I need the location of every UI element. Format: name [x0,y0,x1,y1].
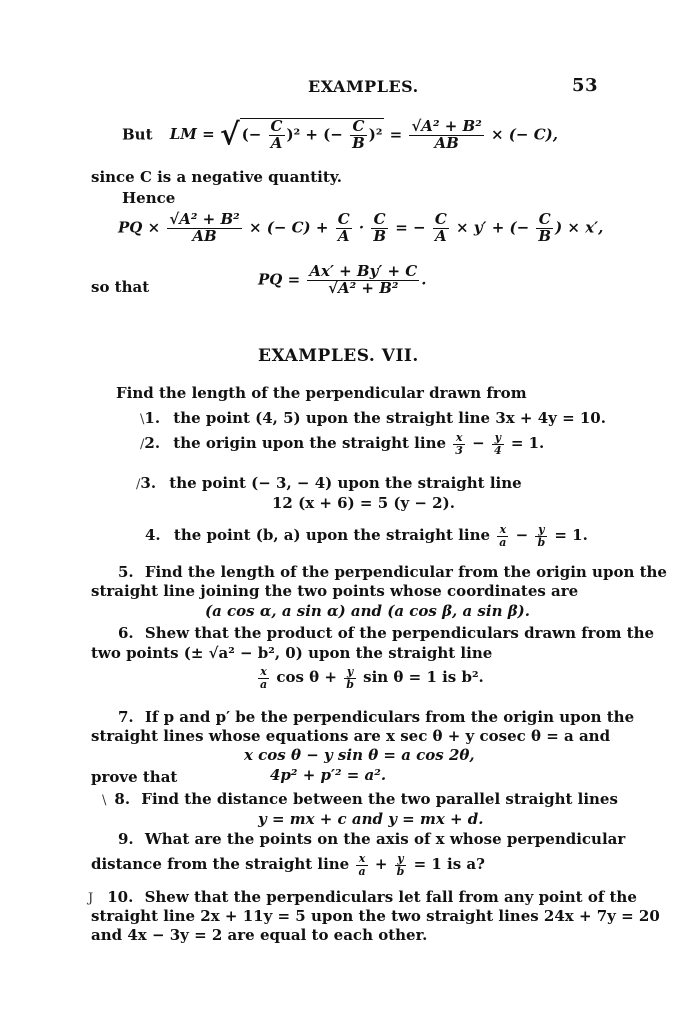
example-4: 4. the point (b, a) upon the straight line $\frac{x}{a}$ − $\frac{y}{b}$ = 1. [145,523,588,549]
radical-sign: √ [219,117,240,153]
example-3 [136,474,522,492]
since-line: since C is a negative quantity. [91,168,342,186]
frac-x-a-2: $\frac{x}{a}$ [260,665,268,691]
frac-y-b: $\frac{y}{b}$ [537,523,546,549]
lm-rhs-tail: × (− C), [491,125,558,144]
example-3-equation: 12 (x + 6) = 5 (y − 2). [272,494,455,512]
pq-product-line: PQ × $\frac{\text{√A² + B²}}{AB}$ × (− C) + $\frac{C}{A}$ · $\frac{C}{B}$ = − $\frac{C}{A}$ × y′ + (− $\frac{C}{B}$ ) × x′, [118,210,604,245]
running-header: EXAMPLES. [308,77,419,96]
pq-times: PQ × [118,218,161,237]
example-5-line2: straight line joining the two points whose coordinates are [91,582,579,600]
margin-mark-1: \ [140,412,145,427]
example-eq: = 1. [510,434,545,453]
frac-c-b-2: $\frac{C}{B}$ [373,210,386,245]
margin-mark-2: / [140,437,145,453]
example-7-prove: prove that [91,768,178,786]
margin-mark-3: / [136,477,141,492]
section-lead: Find the length of the perpendicular drawn from [116,384,527,402]
example-number: 5. [118,563,134,581]
example-8-line2: y = mx + c and y = mx + d. [258,810,484,828]
margin-mark-10: J [88,891,94,906]
frac-x-a-3: $\frac{x}{a}$ [358,852,366,878]
example-7 [118,708,634,726]
pq-fraction [307,264,419,297]
pq-numerator: Ax′ + By′ + C [309,262,418,280]
example-number: 7. [118,708,134,726]
pq-mid: × (− C) + [248,218,329,237]
frac-sqrt-over-ab: $\frac{\text{√A² + B²}}{AB}$ [169,210,240,245]
pq-tail: × y′ + [456,218,505,237]
example-9-eq: = 1 is a? [413,855,485,874]
example-5 [118,563,667,581]
example-number: 8. [114,790,131,808]
pq-mid2: = − [395,218,426,237]
example-10-line3: and 4x − 3y = 2 are equal to each other. [91,926,428,944]
example-6 [118,624,654,642]
example-number: 6. [118,624,134,642]
example-text: Find the length of the perpendicular from the origin upon the [144,563,667,581]
frac-y-b-2: $\frac{y}{b}$ [346,665,354,691]
pq-end: × x′, [567,218,604,237]
example-number: 9. [118,830,134,848]
example-6-line2: two points (± √a² − b², 0) upon the straight line [91,644,493,662]
example-6-cos: cos θ + [276,668,337,687]
example-text: Find the distance between the two parallel straight lines [141,790,618,808]
lm-radicand: (− $\frac{C}{A}$ )² + (− $\frac{C}{B}$ )² [241,117,383,152]
pq-dot: . [421,270,427,289]
pq-eq: PQ = [258,270,301,289]
example-9-line2: distance from the straight line $\frac{x}{a}$ + $\frac{y}{b}$ = 1 is a? [91,852,485,878]
example-text: the origin upon the straight line [173,434,447,453]
page-number: 53 [572,75,599,96]
margin-mark-8: \ [102,793,107,808]
hence-line: Hence [122,189,176,207]
example-7-line3: x cos θ − y sin θ = a cos 2θ, [244,746,475,764]
frac-sqrt-ab: $\frac{\text{√A² + B²}}{AB}$ [411,117,482,152]
frac-y-b-3: $\frac{y}{b}$ [396,852,405,878]
so-that: so that [91,278,150,296]
but-word: But [122,125,153,144]
frac-x-3: $\frac{x}{3}$ [455,431,463,457]
example-number: 1. [144,409,161,427]
example-6-sin: sin θ = 1 is b². [363,668,484,687]
example-eq: = 1. [554,526,588,545]
example-text: the point (b, a) upon the straight line [173,526,491,545]
intro-but-line: But LM = √(− $\frac{C}{A}$ )² + (− $\frac{C}{B}$ )² = $\frac{\text{√A² + B²}}{AB}$ × (− C), [122,117,558,153]
example-number: 10. [107,888,134,906]
frac-c-a: $\frac{C}{A}$ [270,117,283,152]
example-number: 2. [144,434,161,453]
example-10 [88,888,637,906]
frac-c-b: $\frac{C}{B}$ [352,117,365,152]
example-text: If p and p′ be the perpendiculars from the origin upon the [144,708,635,726]
example-7-result: 4p² + p′² = a². [270,766,387,784]
example-number: 3. [140,474,157,492]
lm-lhs: LM = [169,125,215,144]
frac-x-a: $\frac{x}{a}$ [499,523,507,549]
example-1 [140,409,606,427]
example-6-line3 [256,666,484,690]
example-5-line3: (a cos α, a sin α) and (a cos β, a sin β). [205,602,530,620]
example-7-line2: straight lines whose equations are x sec θ + y cosec θ = a and [91,727,611,745]
example-9-distance: distance from the straight line [91,855,350,874]
example-8 [102,790,618,808]
frac-c-b-3: $\frac{C}{B}$ [538,210,552,245]
frac-c-a-2: $\frac{C}{A}$ [337,210,350,245]
frac-c-a-3: $\frac{C}{A}$ [434,210,447,245]
example-text: the point (− 3, − 4) upon the straight line [169,474,522,492]
example-9 [118,830,625,848]
pq-denominator: √A² + B² [328,278,399,297]
example-text: What are the points on the axis of x whose perpendicular [144,830,626,848]
pq-formula [258,264,426,297]
example-text: Shew that the perpendiculars let fall from any point of the [144,888,637,906]
frac-y-4: $\frac{y}{4}$ [493,431,502,457]
example-2: /2. the origin upon the straight line $\frac{x}{3}$ − $\frac{y}{4}$ = 1. [140,431,545,457]
section-title: EXAMPLES. VII. [258,346,419,366]
example-number: 4. [145,526,161,545]
example-text: Shew that the product of the perpendiculars drawn from the [144,624,655,642]
example-10-line2: straight line 2x + 11y = 5 upon the two straight lines 24x + 7y = 20 [91,907,660,925]
example-text: the point (4, 5) upon the straight line 3x + 4y = 10. [173,409,606,427]
